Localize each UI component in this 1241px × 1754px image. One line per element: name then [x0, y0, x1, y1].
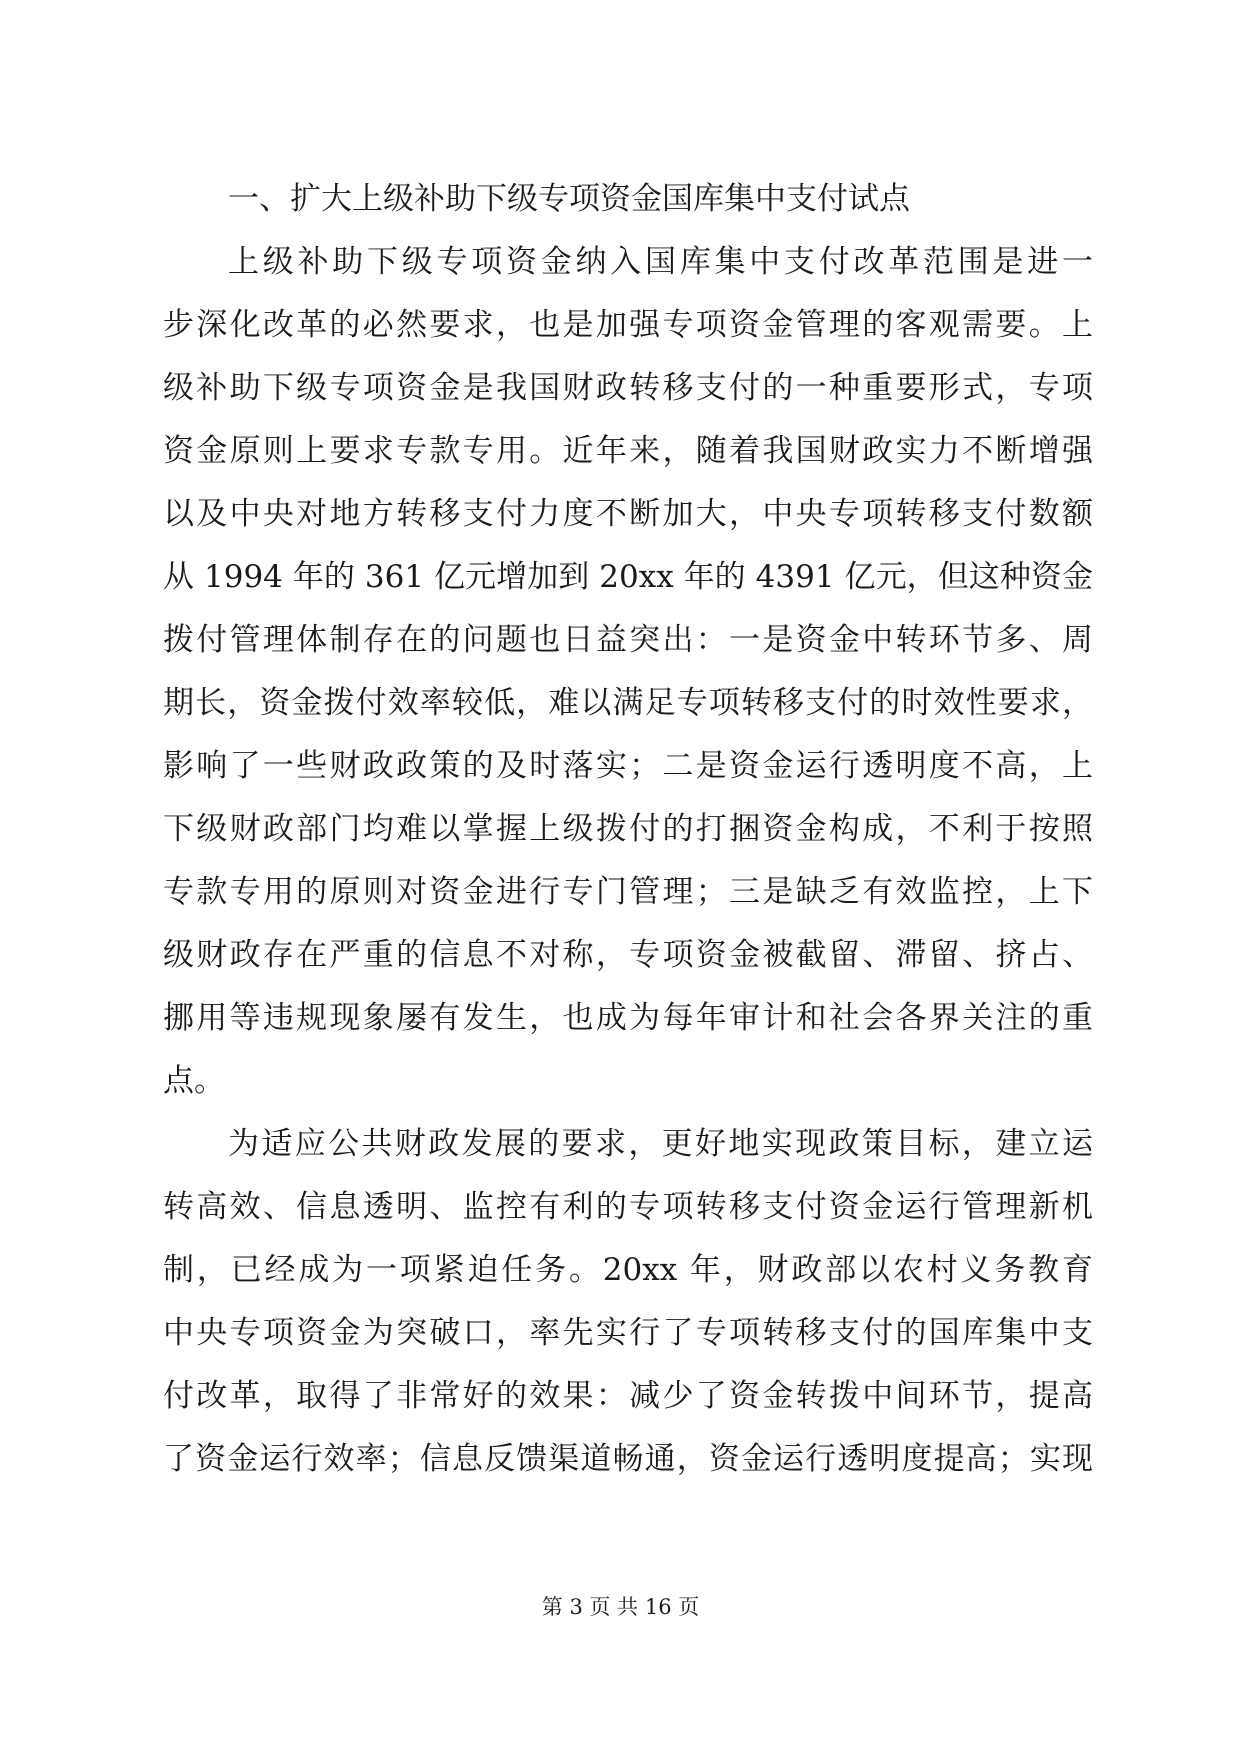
section-heading: 一、扩大上级补助下级专项资金国库集中支付试点: [228, 181, 910, 217]
paragraph-line: 制，已经成为一项紧迫任务。20xx 年，财政部以农村义务教育: [163, 1252, 1093, 1288]
paragraph-line: 点。: [163, 1063, 225, 1099]
paragraph-line: 从 1994 年的 361 亿元增加到 20xx 年的 4391 亿元，但这种资金: [163, 559, 1093, 595]
paragraph-line: 转高效、信息透明、监控有利的专项转移支付资金运行管理新机: [163, 1189, 1093, 1225]
paragraph-line: 挪用等违规现象屡有发生，也成为每年审计和社会各界关注的重: [163, 1000, 1093, 1036]
paragraph-line: 级财政存在严重的信息不对称，专项资金被截留、滞留、挤占、: [163, 937, 1093, 973]
paragraph-line: 了资金运行效率；信息反馈渠道畅通，资金运行透明度提高；实现: [163, 1441, 1093, 1477]
paragraph-line: 资金原则上要求专款专用。近年来，随着我国财政实力不断增强: [163, 433, 1093, 469]
paragraph-line: 专款专用的原则对资金进行专门管理；三是缺乏有效监控，上下: [163, 874, 1093, 910]
paragraph-line: 影响了一些财政政策的及时落实；二是资金运行透明度不高，上: [163, 748, 1093, 784]
paragraph-line: 为适应公共财政发展的要求，更好地实现政策目标，建立运: [228, 1126, 1093, 1162]
paragraph-1: [163, 231, 1093, 1113]
paragraph-2: [163, 1113, 1093, 1491]
page-number-footer: 第 3 页 共 16 页: [541, 1595, 700, 1619]
paragraph-line: 下级财政部门均难以掌握上级拨付的打捆资金构成，不利于按照: [163, 811, 1093, 847]
paragraph-line: 级补助下级专项资金是我国财政转移支付的一种重要形式，专项: [163, 370, 1093, 406]
paragraph-line: 拨付管理体制存在的问题也日益突出：一是资金中转环节多、周: [163, 622, 1093, 658]
paragraph-line: 上级补助下级专项资金纳入国库集中支付改革范围是进一: [228, 244, 1093, 280]
paragraph-line: 以及中央对地方转移支付力度不断加大，中央专项转移支付数额: [163, 496, 1093, 532]
paragraph-line: 中央专项资金为突破口，率先实行了专项转移支付的国库集中支: [163, 1315, 1093, 1351]
paragraph-line: 期长，资金拨付效率较低，难以满足专项转移支付的时效性要求，: [163, 685, 1093, 721]
paragraph-line: 步深化改革的必然要求，也是加强专项资金管理的客观需要。上: [163, 307, 1093, 343]
document-body: [163, 168, 1093, 1491]
paragraph-line: 付改革，取得了非常好的效果：减少了资金转拨中间环节，提高: [163, 1378, 1093, 1414]
